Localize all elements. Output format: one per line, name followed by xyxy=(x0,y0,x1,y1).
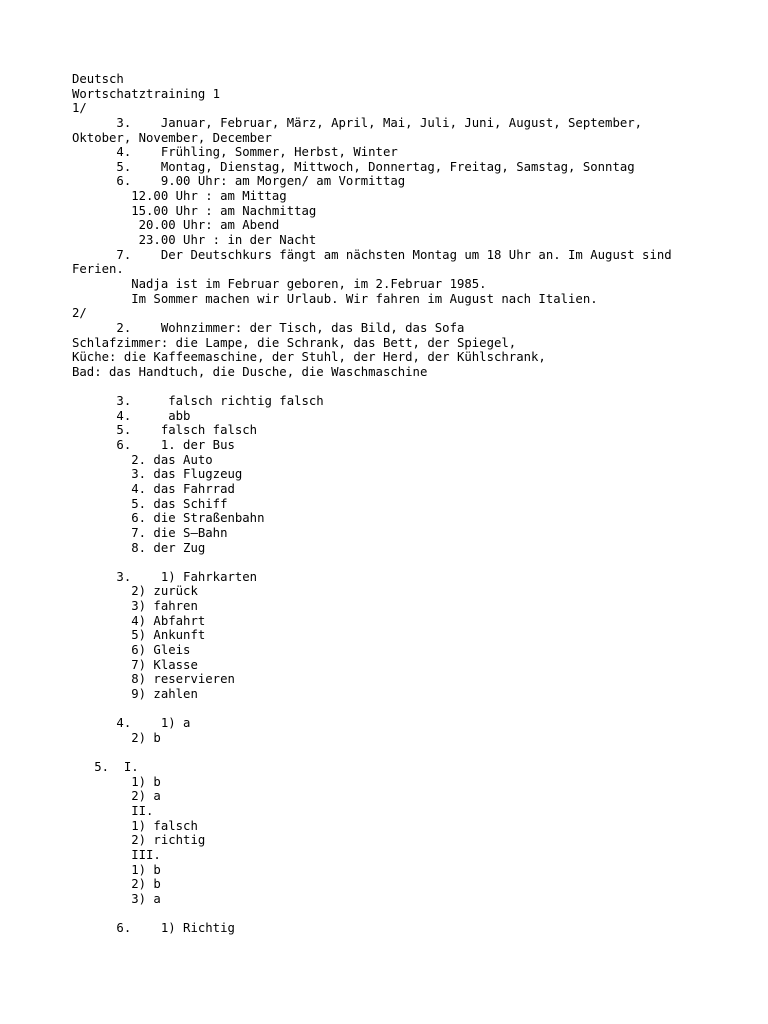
text-line: 4. Frühling, Sommer, Herbst, Winter xyxy=(72,145,398,160)
text-line: 5. Montag, Dienstag, Mittwoch, Donnertag, Freitag, Samstag, Sonntag xyxy=(72,159,635,174)
text-line: 6. 9.00 Uhr: am Morgen/ am Vormittag xyxy=(72,174,406,189)
text-line: 2) richtig xyxy=(72,833,206,848)
text-line: 3. das Flugzeug xyxy=(72,467,243,482)
text-line: Küche: die Kaffeemaschine, der Stuhl, der Herd, der Kühlschrank, xyxy=(72,350,546,365)
text-line xyxy=(72,555,752,570)
document-page xyxy=(72,72,752,936)
text-line: III. xyxy=(72,847,161,862)
text-line: Wortschatztraining 1 xyxy=(72,86,221,101)
text-line: 6) Gleis xyxy=(72,642,191,657)
text-line: 5) Ankunft xyxy=(72,628,206,643)
text-line: Deutsch xyxy=(72,72,124,86)
text-line: 2. Wohnzimmer: der Tisch, das Bild, das Sofa xyxy=(72,320,465,335)
text-line: 4. abb xyxy=(72,408,191,423)
text-line: 3) fahren xyxy=(72,599,198,614)
text-line xyxy=(72,379,752,394)
text-line: 9) zahlen xyxy=(72,686,198,701)
text-line: Schlafzimmer: die Lampe, die Schrank, das Bett, der Spiegel, xyxy=(72,335,517,350)
text-line xyxy=(72,907,752,922)
text-line: 2) zurück xyxy=(72,584,198,599)
text-line: 2) a xyxy=(72,789,161,804)
text-line: 7) Klasse xyxy=(72,657,198,672)
text-line: 1) falsch xyxy=(72,818,198,833)
text-line: 5. das Schiff xyxy=(72,496,228,511)
text-line: 1/ xyxy=(72,101,87,116)
text-line: 1) b xyxy=(72,862,161,877)
text-line: 23.00 Uhr : in der Nacht xyxy=(72,233,317,248)
text-line: 3. 1) Fahrkarten xyxy=(72,569,258,584)
text-line: 15.00 Uhr : am Nachmittag xyxy=(72,203,317,218)
text-line: 2. das Auto xyxy=(72,452,213,467)
text-line: Ferien. xyxy=(72,262,124,277)
text-line xyxy=(72,702,752,717)
text-line: 3. Januar, Februar, März, April, Mai, Juli, Juni, August, September, xyxy=(72,115,643,130)
text-line: 12.00 Uhr : am Mittag xyxy=(72,189,287,204)
text-line: 6. 1. der Bus xyxy=(72,438,235,453)
text-line: Oktober, November, December xyxy=(72,130,272,145)
text-line: 8. der Zug xyxy=(72,540,206,555)
text-line: 1) b xyxy=(72,774,161,789)
text-line: 20.00 Uhr: am Abend xyxy=(72,218,280,233)
text-line: 4) Abfahrt xyxy=(72,613,206,628)
text-line: 6. die Straßenbahn xyxy=(72,511,265,526)
text-line: 5. falsch falsch xyxy=(72,423,258,438)
text-line: 7. Der Deutschkurs fängt am nächsten Montag um 18 Uhr an. Im August sind xyxy=(72,247,672,262)
text-line: 3) a xyxy=(72,891,161,906)
text-line: Nadja ist im Februar geboren, im 2.Februar 1985. xyxy=(72,276,487,291)
text-line: Im Sommer machen wir Urlaub. Wir fahren im August nach Italien. xyxy=(72,291,598,306)
text-line: 6. 1) Richtig xyxy=(72,921,235,936)
text-line: 3. falsch richtig falsch xyxy=(72,394,324,409)
text-line: 7. die S–Bahn xyxy=(72,525,228,540)
text-line: II. xyxy=(72,804,154,819)
text-line: 2) b xyxy=(72,877,161,892)
text-line: 2) b xyxy=(72,730,161,745)
text-line: 4. das Fahrrad xyxy=(72,481,235,496)
text-line xyxy=(72,745,752,760)
text-line: 2/ xyxy=(72,306,87,321)
text-line: 8) reservieren xyxy=(72,672,235,687)
text-line: Bad: das Handtuch, die Dusche, die Waschmaschine xyxy=(72,364,428,379)
text-line: 5. I. xyxy=(72,760,139,775)
text-line: 4. 1) a xyxy=(72,716,191,731)
